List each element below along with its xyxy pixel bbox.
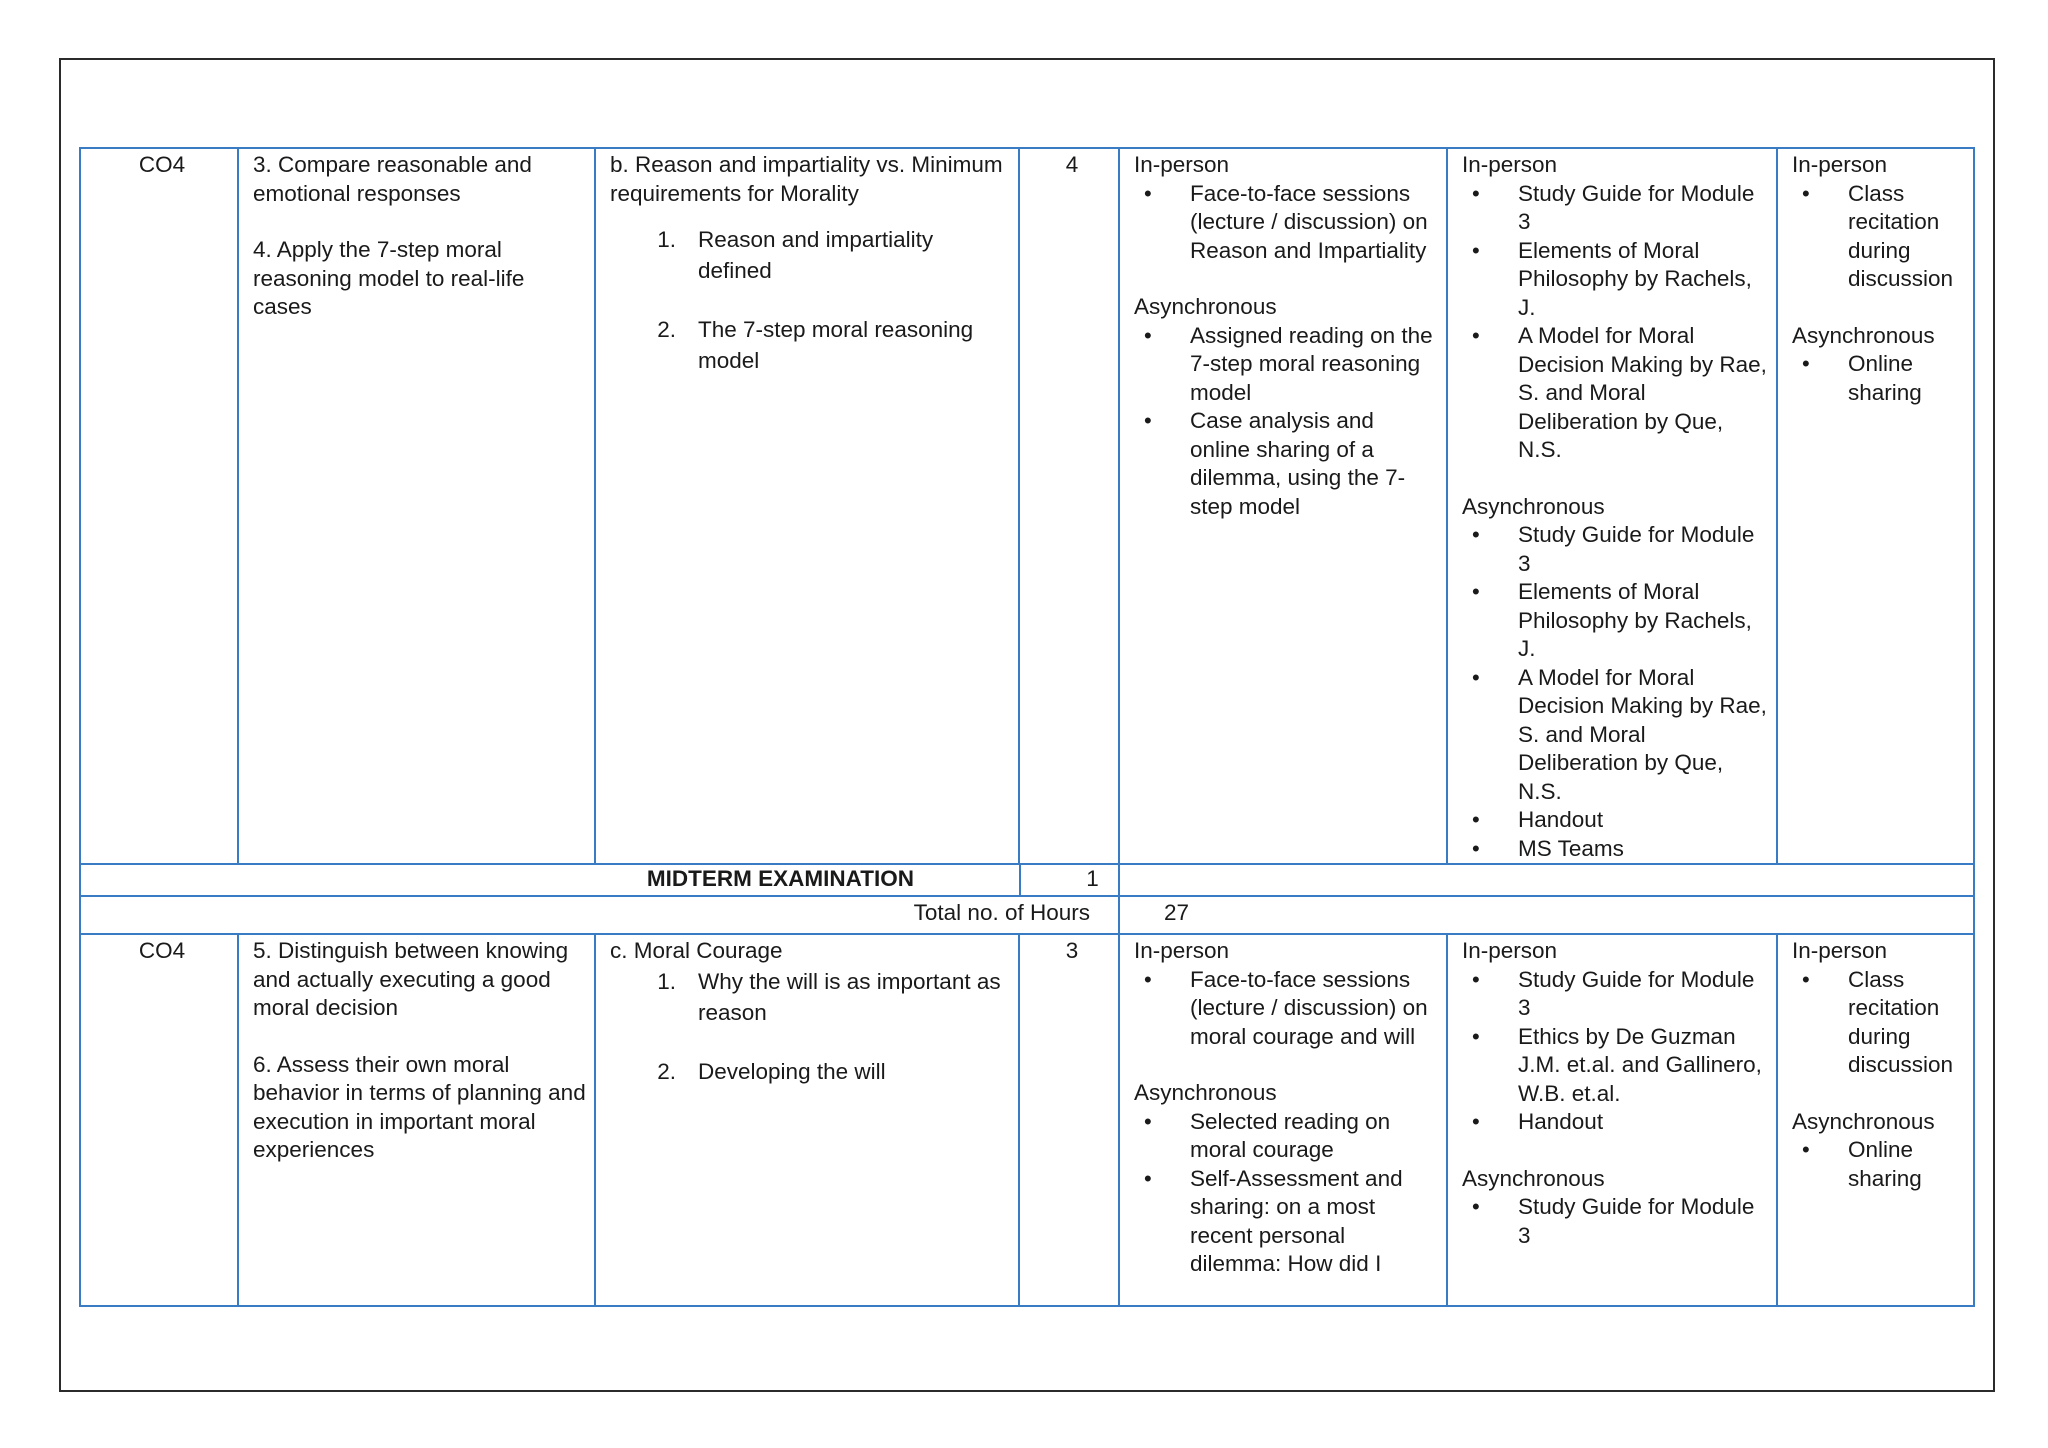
list-item-text: Handout — [1518, 1109, 1604, 1134]
list-item — [610, 224, 1010, 286]
midterm-label-cell — [80, 864, 1119, 896]
list-item-text: Ethics by De Guzman J.M. et.al. and Gallinero, W.B. et.al. — [1518, 1023, 1762, 1106]
list-number: 1. — [657, 227, 676, 252]
mode-label: Asynchronous — [1792, 322, 1935, 348]
bullet-icon — [1462, 521, 1518, 578]
bullet-icon — [1134, 966, 1190, 1052]
bullet-icon — [1462, 180, 1518, 237]
bullet-icon — [1462, 966, 1518, 1023]
list-item-text: MS Teams — [1518, 835, 1624, 861]
mode-label: In-person — [1134, 938, 1230, 963]
list-item-text: Class recitation during discussion — [1848, 180, 1954, 291]
topics-cell — [595, 934, 1019, 1306]
bullet-list — [1462, 521, 1768, 863]
list-item — [1134, 966, 1438, 1052]
bullet-list — [1134, 180, 1438, 266]
hours-cell — [1019, 934, 1119, 1306]
course-outcome-code: CO4 — [138, 152, 186, 177]
total-hours-value: 27 — [1164, 900, 1190, 925]
bullet-list — [1134, 966, 1438, 1052]
list-item-text: Assigned reading on the 7-step moral reasoning model — [1190, 322, 1433, 405]
bullet-list — [1462, 180, 1768, 465]
table-row — [80, 148, 1974, 864]
learning-outcome: 6. Assess their own moral behavior in terms of planning and execution in important moral experiences — [253, 1051, 586, 1162]
list-item — [1462, 322, 1768, 465]
bullet-icon — [1462, 237, 1518, 323]
bullet-list — [1792, 966, 1965, 1080]
learning-outcome: 5. Distinguish between knowing and actually executing a good moral decision — [253, 938, 569, 1020]
list-item-text: Study Guide for Module 3 — [1518, 966, 1755, 1020]
resources-cell — [1447, 934, 1777, 1306]
activities-cell — [1119, 148, 1447, 864]
list-item-text: Face-to-face sessions (lecture / discussion) on moral courage and will — [1190, 966, 1428, 1049]
midterm-row — [80, 864, 1974, 896]
activities-cell — [1119, 934, 1447, 1306]
hours-cell — [1019, 148, 1119, 864]
bullet-icon — [1462, 1023, 1518, 1109]
topic-text: Why the will is as important as reason — [698, 968, 1001, 1025]
topic-title: b. Reason and impartiality vs. Minimum requirements for Morality — [610, 152, 1003, 206]
topic-list — [610, 966, 1010, 1087]
total-label-cell — [80, 896, 1119, 934]
list-item — [1134, 407, 1438, 521]
bullet-icon — [1134, 1165, 1190, 1279]
bullet-icon — [1462, 806, 1518, 835]
bullet-icon — [1462, 1108, 1518, 1137]
bullet-icon — [1792, 350, 1848, 407]
list-item — [1462, 521, 1768, 578]
list-item — [610, 966, 1010, 1028]
list-item-text: Online sharing — [1848, 351, 1922, 405]
bullet-list — [1792, 180, 1965, 294]
midterm-label: MIDTERM EXAMINATION — [646, 866, 914, 891]
mode-label: In-person — [1792, 938, 1888, 963]
list-item-text: A Model for Moral Decision Making by Rae, S. and Moral Deliberation by Que, N.S. — [1518, 664, 1767, 804]
list-item — [1792, 180, 1965, 294]
topic-text: The 7-step moral reasoning model — [698, 317, 974, 373]
list-item — [610, 314, 1010, 376]
bullet-icon — [1134, 322, 1190, 408]
list-item-text: Case analysis and online sharing of a dilemma, using the 7-step model — [1190, 408, 1406, 519]
bullet-icon — [1792, 1136, 1848, 1193]
midterm-empty-cell — [1119, 864, 1974, 896]
list-item — [610, 1056, 1010, 1087]
list-item — [1792, 350, 1965, 407]
bullet-icon — [1462, 835, 1518, 864]
list-item — [1792, 966, 1965, 1080]
mode-label: Asynchronous — [1134, 294, 1277, 319]
list-item — [1462, 578, 1768, 664]
bullet-icon — [1134, 180, 1190, 266]
list-item — [1462, 180, 1768, 237]
mode-label: In-person — [1462, 152, 1558, 177]
bullet-icon — [1462, 664, 1518, 807]
total-value-cell — [1119, 896, 1974, 934]
list-item — [1462, 664, 1768, 807]
table-row — [80, 934, 1974, 1306]
list-item — [1462, 835, 1768, 864]
list-item — [1462, 806, 1768, 835]
bullet-icon — [1462, 1193, 1518, 1250]
list-item-text: Handout — [1518, 807, 1604, 832]
list-item — [1134, 322, 1438, 408]
bullet-icon — [1792, 966, 1848, 1080]
syllabus-table — [79, 147, 1975, 1307]
list-item-text: Face-to-face sessions (lecture / discussion) on Reason and Impartiality — [1190, 180, 1428, 263]
mode-label: In-person — [1134, 152, 1230, 177]
list-item — [1792, 1136, 1965, 1193]
list-item-text: Study Guide for Module 3 — [1518, 1194, 1755, 1248]
list-item — [1462, 1023, 1768, 1109]
mode-label: In-person — [1462, 938, 1558, 963]
course-outcome-cell — [80, 148, 238, 864]
list-number: 1. — [657, 968, 676, 994]
list-number: 2. — [657, 317, 676, 342]
bullet-list — [1134, 322, 1438, 522]
learning-outcomes-cell — [238, 934, 595, 1306]
mode-label: Asynchronous — [1462, 493, 1605, 519]
bullet-icon — [1134, 407, 1190, 521]
hours-value: 3 — [1065, 938, 1079, 963]
list-item-text: Study Guide for Module 3 — [1518, 180, 1755, 234]
bullet-list — [1462, 966, 1768, 1137]
bullet-list — [1792, 350, 1965, 407]
mode-label: Asynchronous — [1462, 1165, 1605, 1191]
list-item — [1462, 1193, 1768, 1250]
list-item-text: A Model for Moral Decision Making by Rae, S. and Moral Deliberation by Que, N.S. — [1518, 323, 1767, 462]
bullet-icon — [1792, 180, 1848, 294]
bullet-list — [1462, 1193, 1768, 1250]
topic-list — [610, 224, 1010, 376]
mode-label: Asynchronous — [1792, 1108, 1935, 1134]
bullet-icon — [1462, 322, 1518, 465]
list-item — [1134, 1165, 1438, 1279]
assessment-cell — [1777, 148, 1974, 864]
list-item — [1134, 1108, 1438, 1165]
midterm-hours: 1 — [1086, 866, 1099, 891]
topic-text: Developing the will — [698, 1058, 886, 1084]
list-item-text: Study Guide for Module 3 — [1518, 522, 1755, 576]
list-item-text: Online sharing — [1848, 1137, 1922, 1191]
bullet-icon — [1462, 578, 1518, 664]
hours-value: 4 — [1065, 152, 1079, 177]
list-item-text: Elements of Moral Philosophy by Rachels, J. — [1518, 579, 1752, 661]
list-item-text: Class recitation during discussion — [1848, 966, 1954, 1077]
learning-outcomes-cell — [238, 148, 595, 864]
assessment-cell — [1777, 934, 1974, 1306]
learning-outcome: 3. Compare reasonable and emotional responses — [253, 152, 532, 206]
total-hours-row — [80, 896, 1974, 934]
course-outcome-cell — [80, 934, 238, 1306]
mode-label: In-person — [1792, 152, 1888, 177]
list-item — [1134, 180, 1438, 266]
bullet-list — [1792, 1136, 1965, 1193]
list-item — [1462, 1108, 1768, 1137]
mode-label: Asynchronous — [1134, 1080, 1277, 1105]
total-hours-label: Total no. of Hours — [913, 900, 1090, 925]
list-number: 2. — [657, 1058, 676, 1084]
bullet-icon — [1134, 1108, 1190, 1165]
bullet-list — [1134, 1108, 1438, 1279]
list-item-text: Self-Assessment and sharing: on a most recent personal dilemma: How did I — [1190, 1165, 1403, 1276]
course-outcome-code: CO4 — [138, 938, 186, 963]
topic-title: c. Moral Courage — [610, 938, 783, 963]
list-item — [1462, 237, 1768, 323]
list-item-text: Elements of Moral Philosophy by Rachels, J. — [1518, 237, 1752, 320]
topics-cell — [595, 148, 1019, 864]
topic-text: Reason and impartiality defined — [698, 227, 934, 283]
resources-cell — [1447, 148, 1777, 864]
learning-outcome: 4. Apply the 7-step moral reasoning model to real-life cases — [253, 237, 525, 319]
list-item — [1462, 966, 1768, 1023]
list-item-text: Selected reading on moral courage — [1190, 1108, 1391, 1162]
